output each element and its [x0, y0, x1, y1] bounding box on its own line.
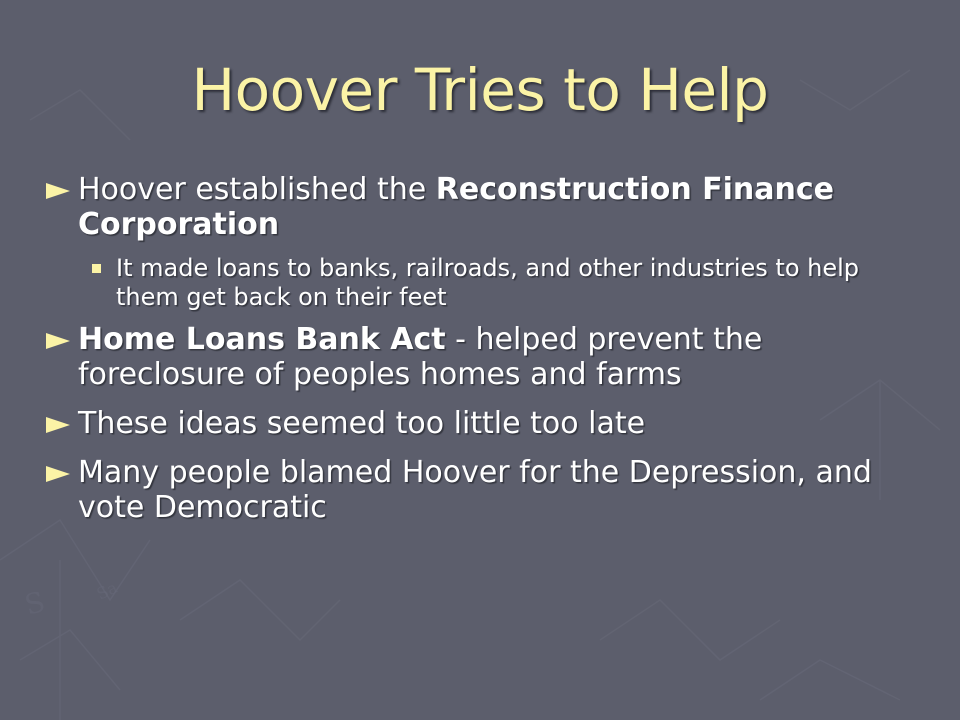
bullet-text: - helped prevent the foreclosure of peoples homes and farms — [78, 322, 763, 392]
slide-title: Hoover Tries to Help — [191, 56, 769, 124]
svg-text:Sa: Sa — [93, 577, 121, 604]
arrow-bullet-icon — [46, 466, 70, 482]
arrow-bullet-icon — [46, 417, 70, 433]
bullet-text: Many people blamed Hoover for the Depression, and vote Democratic — [78, 455, 872, 525]
bullet-list — [46, 172, 916, 525]
svg-text:S: S — [21, 584, 49, 622]
arrow-bullet-icon — [46, 183, 70, 199]
sub-bullet-text: It made loans to banks, railroads, and other industries to help them get back on their feet — [116, 254, 860, 311]
bullet-item — [46, 406, 916, 441]
bullet-text: Hoover established the — [78, 172, 436, 207]
sub-bullet-list — [46, 254, 916, 312]
bullet-item — [46, 455, 916, 525]
arrow-bullet-icon — [46, 333, 70, 349]
bullet-bold-text: Reconstruction Finance Corporation — [78, 172, 834, 242]
bullet-text: These ideas seemed too little too late — [78, 406, 646, 441]
bullet-item — [46, 172, 916, 242]
square-bullet-icon — [92, 264, 101, 273]
sub-bullet-item — [92, 254, 916, 312]
bullet-bold-text: Home Loans Bank Act — [78, 322, 446, 357]
bullet-item — [46, 322, 916, 392]
